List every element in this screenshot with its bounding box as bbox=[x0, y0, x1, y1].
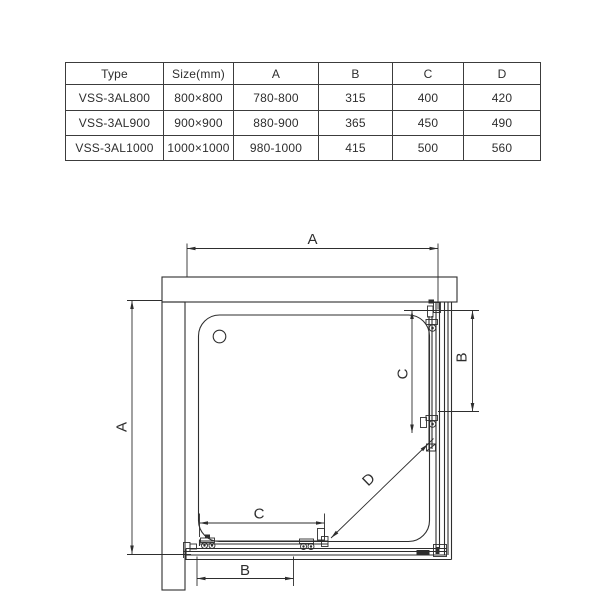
arrowhead bbox=[200, 521, 209, 525]
cell-type: VSS-3AL900 bbox=[66, 111, 164, 136]
cell-a: 980-1000 bbox=[234, 136, 319, 161]
bottom-rail-lines bbox=[185, 549, 452, 560]
dim-a-left bbox=[114, 301, 192, 555]
arrowhead bbox=[471, 403, 475, 412]
dim-b-right bbox=[404, 311, 479, 412]
dim-b-bottom bbox=[197, 557, 294, 587]
arrowhead bbox=[410, 425, 414, 434]
cell-type: VSS-3AL1000 bbox=[66, 136, 164, 161]
right-door-end-bracket bbox=[427, 444, 436, 451]
header-a: A bbox=[234, 63, 319, 85]
tray-outline bbox=[199, 315, 430, 542]
cell-c: 450 bbox=[393, 111, 464, 136]
cell-type: VSS-3AL800 bbox=[66, 85, 164, 111]
cell-size: 900×900 bbox=[164, 111, 234, 136]
drain-circle bbox=[213, 330, 226, 343]
header-c: C bbox=[393, 63, 464, 85]
arrowhead bbox=[316, 521, 325, 525]
dim-c-right bbox=[395, 311, 414, 434]
header-b: B bbox=[319, 63, 393, 85]
dim-label-a-top: A bbox=[307, 231, 318, 248]
top-wall-bricks bbox=[162, 277, 457, 302]
shower-tray bbox=[199, 315, 430, 542]
dim-c-bottom bbox=[200, 506, 325, 538]
cell-c: 500 bbox=[393, 136, 464, 161]
arrowhead bbox=[471, 311, 475, 320]
cell-d: 560 bbox=[464, 136, 541, 161]
cell-c: 400 bbox=[393, 85, 464, 111]
arrowhead bbox=[187, 247, 196, 251]
arrowhead bbox=[130, 301, 134, 310]
bottom-door-end-tab bbox=[318, 529, 325, 541]
cell-a: 780-800 bbox=[234, 85, 319, 111]
dim-label-b-bottom: B bbox=[239, 562, 251, 579]
dim-d-diagonal bbox=[330, 439, 434, 540]
extension-line bbox=[127, 301, 191, 555]
right-fixed-panel-lines bbox=[436, 303, 452, 560]
bottom-door-assembly bbox=[184, 529, 452, 560]
right-door-assembly bbox=[421, 300, 452, 560]
arrowhead bbox=[430, 247, 439, 251]
right-top-bracket2 bbox=[428, 306, 434, 317]
cell-a: 880-900 bbox=[234, 111, 319, 136]
left-wall-bricks bbox=[162, 302, 185, 590]
cell-b: 415 bbox=[319, 136, 393, 161]
cell-size: 1000×1000 bbox=[164, 136, 234, 161]
arrowhead bbox=[197, 577, 206, 581]
arrowhead bbox=[285, 577, 294, 581]
dim-label-c-right: C bbox=[394, 368, 412, 380]
dim-label-d: D bbox=[359, 469, 379, 490]
arrowhead bbox=[130, 546, 134, 555]
dim-label-b-right: B bbox=[453, 352, 471, 363]
dim-label-c-bottom: C bbox=[253, 505, 265, 523]
right-sliding-door-glass bbox=[429, 316, 432, 449]
cell-b: 315 bbox=[319, 85, 393, 111]
header-type: Type bbox=[66, 63, 164, 85]
cell-b: 365 bbox=[319, 111, 393, 136]
dim-a-top bbox=[187, 231, 438, 310]
cell-d: 490 bbox=[464, 111, 541, 136]
header-d: D bbox=[464, 63, 541, 85]
cell-size: 800×800 bbox=[164, 85, 234, 111]
dimension-line bbox=[331, 439, 434, 539]
header-size: Size(mm) bbox=[164, 63, 234, 85]
anchor-block bbox=[417, 550, 430, 555]
cell-d: 420 bbox=[464, 85, 541, 111]
dim-label-a-left: A bbox=[113, 421, 131, 433]
